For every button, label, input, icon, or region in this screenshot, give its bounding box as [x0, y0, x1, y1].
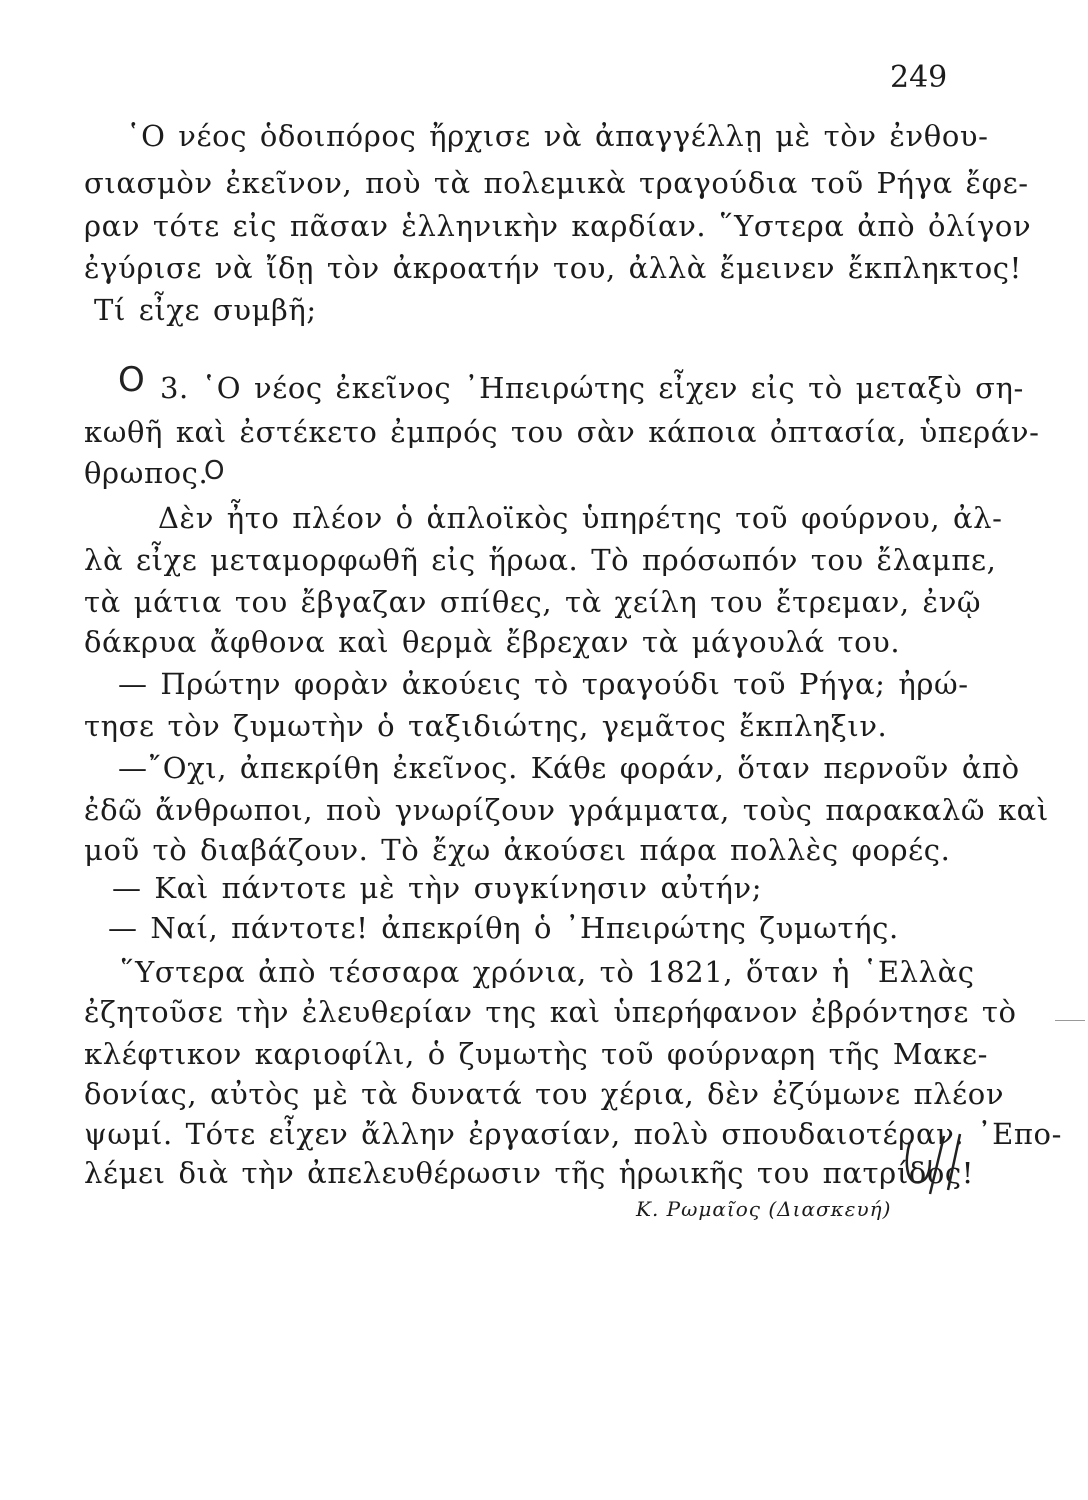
- text-line: ραν τότε εἰς πᾶσαν ἑλληνικὴν καρδίαν. ῞Υστερα ἀπὸ ὀλίγον: [84, 209, 1032, 243]
- text-line: — Καὶ πάντοτε μὲ τὴν συγκίνησιν αὐτήν;: [112, 871, 763, 905]
- text-line: ῾Ο νέος ὁδοιπόρος ἤρχισε νὰ ἀπαγγέλλῃ μὲ τὸν ἐνθου-: [126, 119, 989, 153]
- text-line: —῎Οχι, ἀπεκρίθη ἐκεῖνος. Κάθε φοράν, ὅταν περνοῦν ἀπὸ: [118, 751, 1020, 785]
- text-line: ῞Υστερα ἀπὸ τέσσαρα χρόνια, τὸ 1821, ὅταν ἡ ῾Ελλὰς: [120, 955, 975, 989]
- handwritten-circle-mark-icon: O: [204, 456, 225, 486]
- margin-dash-mark: [1055, 1020, 1085, 1021]
- text-line: μοῦ τὸ διαβάζουν. Τὸ ἔχω ἀκούσει πάρα πολλὲς φορές.: [84, 833, 951, 867]
- text-line: — Πρώτην φορὰν ἀκούεις τὸ τραγούδι τοῦ Ρήγα; ἠρώ-: [118, 667, 969, 701]
- text-line: τὰ μάτια του ἔβγαζαν σπίθες, τὰ χείλη του ἔτρεμαν, ἐνῷ: [84, 585, 982, 619]
- text-line: δάκρυα ἄφθονα καὶ θερμὰ ἔβρεχαν τὰ μάγουλά του.: [84, 625, 901, 659]
- author-attribution: Κ. Ρωμαῖος (Διασκευή): [636, 1197, 892, 1221]
- handwritten-initials-icon: [900, 1130, 1000, 1200]
- text-line: ἐδῶ ἄνθρωποι, ποὺ γνωρίζουν γράμματα, τοὺς παρακαλῶ καὶ: [84, 793, 1049, 827]
- text-line: τησε τὸν ζυμωτὴν ὁ ταξιδιώτης, γεμᾶτος ἔκπληξιν.: [84, 709, 888, 743]
- text-line: ψωμί. Τότε εἶχεν ἄλλην ἐργασίαν, πολὺ σπουδαιοτέραν. ᾿Επο-: [84, 1117, 1062, 1151]
- text-line: ἐγύρισε νὰ ἴδῃ τὸν ἀκροατήν του, ἀλλὰ ἔμεινεν ἔκπληκτος!: [84, 251, 1022, 285]
- text-line: λέμει διὰ τὴν ἀπελευθέρωσιν τῆς ἡρωικῆς του πατρίδος!: [84, 1156, 975, 1190]
- text-line: λὰ εἶχε μεταμορφωθῆ εἰς ἥρωα. Τὸ πρόσωπόν του ἔλαμπε,: [84, 543, 997, 577]
- text-line: ἐζητοῦσε τὴν ἐλευθερίαν της καὶ ὑπερήφανον ἐβρόντησε τὸ: [84, 995, 1017, 1029]
- handwritten-circle-mark-icon: O: [118, 360, 145, 400]
- text-line: δονίας, αὐτὸς μὲ τὰ δυνατά του χέρια, δὲν ἐζύμωνε πλέον: [84, 1077, 1005, 1111]
- text-line: θρωπος.: [84, 456, 209, 490]
- text-line: Τί εἶχε συμβῆ;: [94, 293, 317, 327]
- text-line: σιασμὸν ἐκεῖνον, ποὺ τὰ πολεμικὰ τραγούδια τοῦ Ρήγα ἔφε-: [84, 166, 1029, 200]
- text-line: 3. ῾Ο νέος ἐκεῖνος ᾿Ηπειρώτης εἶχεν εἰς τὸ μεταξὺ ση-: [160, 371, 1024, 405]
- text-line: Δὲν ἦτο πλέον ὁ ἁπλοϊκὸς ὑπηρέτης τοῦ φούρνου, ἀλ-: [158, 501, 1003, 535]
- text-line: κλέφτικον καριοφίλι, ὁ ζυμωτὴς τοῦ φούρναρη τῆς Μακε-: [84, 1037, 989, 1071]
- text-line: κωθῆ καὶ ἐστέκετο ἐμπρός του σὰν κάποια ὀπτασία, ὑπεράν-: [84, 415, 1040, 449]
- text-line: — Ναί, πάντοτε! ἀπεκρίθη ὁ ᾿Ηπειρώτης ζυμωτής.: [108, 911, 899, 945]
- page-number: 249: [890, 60, 948, 95]
